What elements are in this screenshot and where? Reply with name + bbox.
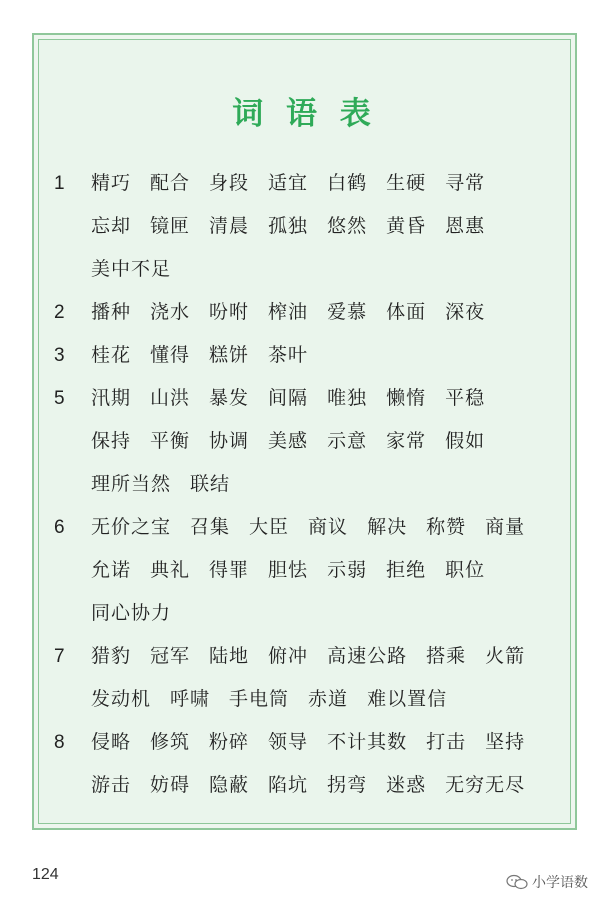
vocab-word: 平稳 [445, 387, 486, 409]
vocab-word: 桂花 [91, 344, 132, 366]
vocabulary-frame [32, 33, 577, 830]
page-title: 词 语 表 [232, 96, 377, 132]
vocab-word: 典礼 [150, 559, 191, 581]
vocab-word: 恩惠 [445, 215, 486, 237]
vocab-word: 美中不足 [91, 258, 172, 280]
vocab-word: 搭乘 [426, 645, 467, 667]
vocab-unit [54, 635, 570, 721]
vocab-word: 糕饼 [209, 344, 250, 366]
vocab-word: 懒惰 [386, 387, 427, 409]
vocab-line [54, 506, 570, 549]
vocab-word: 间隔 [268, 387, 309, 409]
vocab-word: 不计其数 [327, 731, 408, 753]
vocab-word: 发动机 [91, 688, 152, 710]
vocab-word: 榨油 [268, 301, 309, 323]
vocab-word: 游击 [91, 774, 132, 796]
vocab-word: 精巧 [91, 172, 132, 194]
vocab-word: 陆地 [209, 645, 250, 667]
watermark [506, 872, 588, 892]
vocab-word: 山洪 [150, 387, 191, 409]
vocab-word: 联结 [190, 473, 231, 495]
vocab-word: 汛期 [91, 387, 132, 409]
vocab-unit [54, 162, 570, 291]
vocab-word: 孤独 [268, 215, 309, 237]
vocab-line [54, 420, 570, 463]
page-number: 124 [32, 866, 59, 883]
vocab-unit [54, 377, 570, 506]
vocab-word: 迷惑 [386, 774, 427, 796]
vocab-word: 保持 [91, 430, 132, 452]
vocab-word: 寻常 [445, 172, 486, 194]
vocab-line [54, 592, 570, 635]
vocab-line [54, 463, 570, 506]
vocab-word: 修筑 [150, 731, 191, 753]
vocab-word: 召集 [190, 516, 231, 538]
vocab-word: 家常 [386, 430, 427, 452]
vocab-word: 美感 [268, 430, 309, 452]
vocab-word: 无穷无尽 [445, 774, 526, 796]
unit-number: 7 [54, 646, 65, 667]
vocab-word: 难以置信 [367, 688, 448, 710]
vocab-word: 黄昏 [386, 215, 427, 237]
vocab-word: 打击 [426, 731, 467, 753]
vocab-word: 俯冲 [268, 645, 309, 667]
vocab-word: 理所当然 [91, 473, 172, 495]
vocab-word: 商议 [308, 516, 349, 538]
vocab-word: 忘却 [91, 215, 132, 237]
vocab-word: 妨碍 [150, 774, 191, 796]
vocab-word: 大臣 [249, 516, 290, 538]
vocab-line [54, 377, 570, 420]
vocab-word: 浇水 [150, 301, 191, 323]
vocab-line [54, 205, 570, 248]
unit-number: 8 [54, 732, 65, 753]
unit-number: 6 [54, 517, 65, 538]
vocab-unit [54, 721, 570, 807]
vocab-word: 生硬 [386, 172, 427, 194]
vocab-word: 胆怯 [268, 559, 309, 581]
vocab-word: 体面 [386, 301, 427, 323]
vocab-word: 适宜 [268, 172, 309, 194]
vocab-line [54, 678, 570, 721]
vocab-line [54, 764, 570, 807]
vocab-word: 同心协力 [91, 602, 172, 624]
vocab-word: 领导 [268, 731, 309, 753]
vocab-line [54, 248, 570, 291]
vocab-word: 陷坑 [268, 774, 309, 796]
vocab-word: 称赞 [426, 516, 467, 538]
vocab-word: 镜匣 [150, 215, 191, 237]
vocab-word: 深夜 [445, 301, 486, 323]
vocabulary-list [54, 162, 570, 807]
vocab-word: 配合 [150, 172, 191, 194]
vocab-word: 协调 [209, 430, 250, 452]
vocab-word: 白鹤 [327, 172, 368, 194]
vocab-word: 高速公路 [327, 645, 408, 667]
vocab-word: 赤道 [308, 688, 349, 710]
vocab-word: 身段 [209, 172, 250, 194]
vocab-word: 拐弯 [327, 774, 368, 796]
vocab-line [54, 291, 570, 334]
vocab-word: 职位 [445, 559, 486, 581]
vocab-word: 播种 [91, 301, 132, 323]
unit-number: 2 [54, 302, 65, 323]
vocab-line [54, 721, 570, 764]
vocab-word: 爱慕 [327, 301, 368, 323]
vocab-word: 坚持 [485, 731, 526, 753]
vocabulary-inner-frame [38, 39, 571, 824]
vocab-word: 无价之宝 [91, 516, 172, 538]
vocab-word: 平衡 [150, 430, 191, 452]
wechat-icon [506, 874, 528, 890]
vocab-word: 唯独 [327, 387, 368, 409]
unit-number: 1 [54, 173, 65, 194]
vocab-word: 吩咐 [209, 301, 250, 323]
vocab-word: 茶叶 [268, 344, 309, 366]
vocab-word: 暴发 [209, 387, 250, 409]
unit-number: 3 [54, 345, 65, 366]
vocab-word: 猎豹 [91, 645, 132, 667]
vocab-word: 解决 [367, 516, 408, 538]
vocab-line [54, 635, 570, 678]
vocab-word: 拒绝 [386, 559, 427, 581]
vocab-word: 得罪 [209, 559, 250, 581]
vocab-line [54, 162, 570, 205]
vocab-word: 允诺 [91, 559, 132, 581]
vocab-word: 假如 [445, 430, 486, 452]
vocab-line [54, 549, 570, 592]
vocab-word: 火箭 [485, 645, 526, 667]
unit-number: 5 [54, 388, 65, 409]
vocab-word: 示弱 [327, 559, 368, 581]
vocab-word: 示意 [327, 430, 368, 452]
vocab-word: 粉碎 [209, 731, 250, 753]
vocab-word: 呼啸 [170, 688, 211, 710]
vocab-word: 冠军 [150, 645, 191, 667]
vocab-word: 隐蔽 [209, 774, 250, 796]
vocab-word: 侵略 [91, 731, 132, 753]
vocab-unit [54, 291, 570, 334]
watermark-text: 小学语数 [532, 875, 588, 891]
vocab-unit [54, 334, 570, 377]
vocab-word: 商量 [485, 516, 526, 538]
vocab-word: 懂得 [150, 344, 191, 366]
vocab-word: 悠然 [327, 215, 368, 237]
vocab-word: 手电筒 [229, 688, 290, 710]
vocab-line [54, 334, 570, 377]
vocab-unit [54, 506, 570, 635]
vocab-word: 清晨 [209, 215, 250, 237]
